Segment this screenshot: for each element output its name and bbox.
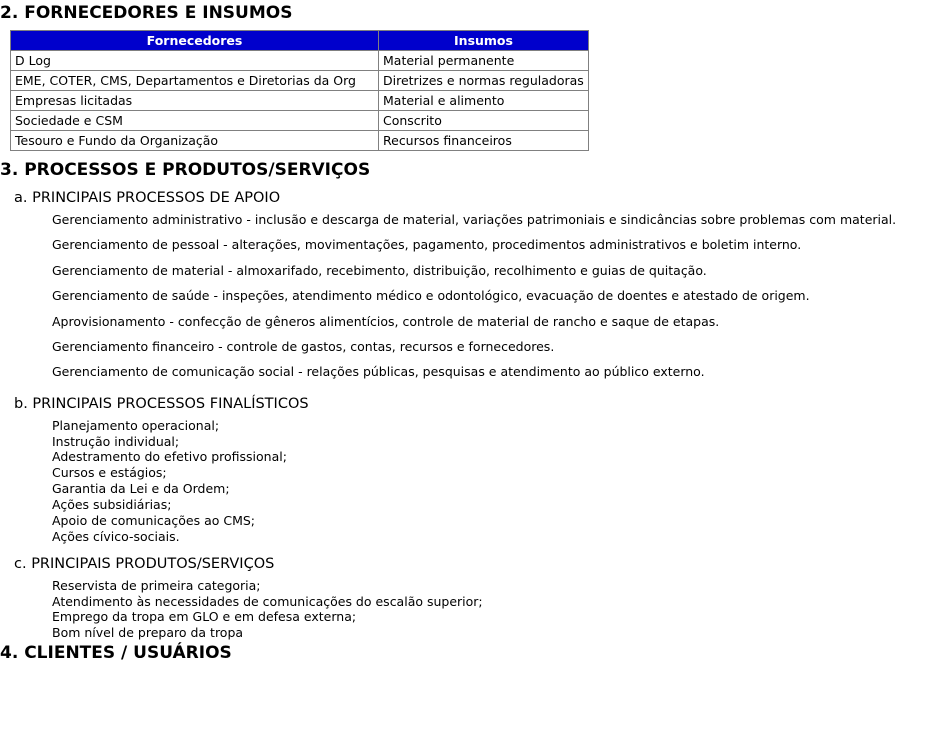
section-heading-fornecedores: 2. FORNECEDORES E INSUMOS (0, 3, 293, 23)
list-item: Planejamento operacional; (52, 417, 220, 433)
list-item: Apoio de comunicações ao CMS; (52, 512, 256, 528)
list-item: Emprego da tropa em GLO e em defesa externa; (52, 609, 357, 625)
list-item: Gerenciamento administrativo - inclusão e descarga de material, variações patrimoniais e sindicâncias sobre problemas com material. (52, 212, 897, 227)
cell-fornecedor: EME, COTER, CMS, Departamentos e Diretorias da Org (11, 71, 379, 91)
list-item: Bom nível de preparo da tropa (52, 625, 244, 641)
cell-insumo: Recursos financeiros (379, 131, 589, 151)
cell-insumo: Conscrito (379, 111, 589, 131)
list-item: Gerenciamento de saúde - inspeções, atendimento médico e odontológico, evacuação de doentes e atestado de origem. (52, 288, 810, 304)
cell-fornecedor: D Log (11, 51, 379, 71)
section-heading-clientes: 4. CLIENTES / USUÁRIOS (0, 643, 232, 664)
cell-insumo: Diretrizes e normas reguladoras (379, 71, 589, 91)
cell-insumo: Material permanente (379, 51, 589, 71)
table-header-row (11, 31, 589, 51)
produtos-servicos-list (0, 574, 942, 642)
processos-apoio-list (0, 208, 942, 386)
subsection-heading-processos-finalisticos: b. PRINCIPAIS PROCESSOS FINALÍSTICOS (14, 395, 309, 412)
list-item: Reservista de primeira categoria; (52, 577, 261, 593)
list-item: Aprovisionamento - confecção de gêneros alimentícios, controle de material de rancho e saque de etapas. (52, 313, 720, 329)
cell-fornecedor: Empresas licitadas (11, 91, 379, 111)
section-heading-processos: 3. PROCESSOS E PRODUTOS/SERVIÇOS (0, 160, 371, 180)
processos-finalisticos-list (0, 414, 942, 545)
column-header-fornecedores: Fornecedores (11, 31, 379, 51)
list-item: Gerenciamento de pessoal - alterações, movimentações, pagamento, procedimentos administrativos e boletim interno. (52, 237, 802, 253)
cell-insumo: Material e alimento (379, 91, 589, 111)
list-item: Gerenciamento de comunicação social - relações públicas, pesquisas e atendimento ao público externo. (52, 364, 705, 380)
list-item: Instrução individual; (52, 433, 180, 449)
table-row (11, 71, 589, 91)
cell-fornecedor: Tesouro e Fundo da Organização (11, 131, 379, 151)
list-item: Gerenciamento de material - almoxarifado, recebimento, distribuição, recolhimento e guias de quitação. (52, 262, 707, 278)
subsection-heading-produtos-servicos: c. PRINCIPAIS PRODUTOS/SERVIÇOS (14, 555, 275, 572)
column-header-insumos: Insumos (379, 31, 589, 51)
list-item: Gerenciamento financeiro - controle de gastos, contas, recursos e fornecedores. (52, 338, 555, 354)
cell-fornecedor: Sociedade e CSM (11, 111, 379, 131)
list-item: Adestramento do efetivo profissional; (52, 449, 287, 465)
table-row (11, 131, 589, 151)
list-item: Ações cívico-sociais. (52, 528, 180, 544)
list-item: Ações subsidiárias; (52, 497, 172, 512)
list-item: Cursos e estágios; (52, 465, 167, 481)
suppliers-table (10, 30, 589, 151)
list-item: Garantia da Lei e da Ordem; (52, 481, 230, 497)
subsection-heading-processos-apoio: a. PRINCIPAIS PROCESSOS DE APOIO (14, 190, 281, 206)
table-row (11, 51, 589, 71)
list-item: Atendimento às necessidades de comunicações do escalão superior; (52, 593, 483, 609)
table-row (11, 111, 589, 131)
table-row (11, 91, 589, 111)
